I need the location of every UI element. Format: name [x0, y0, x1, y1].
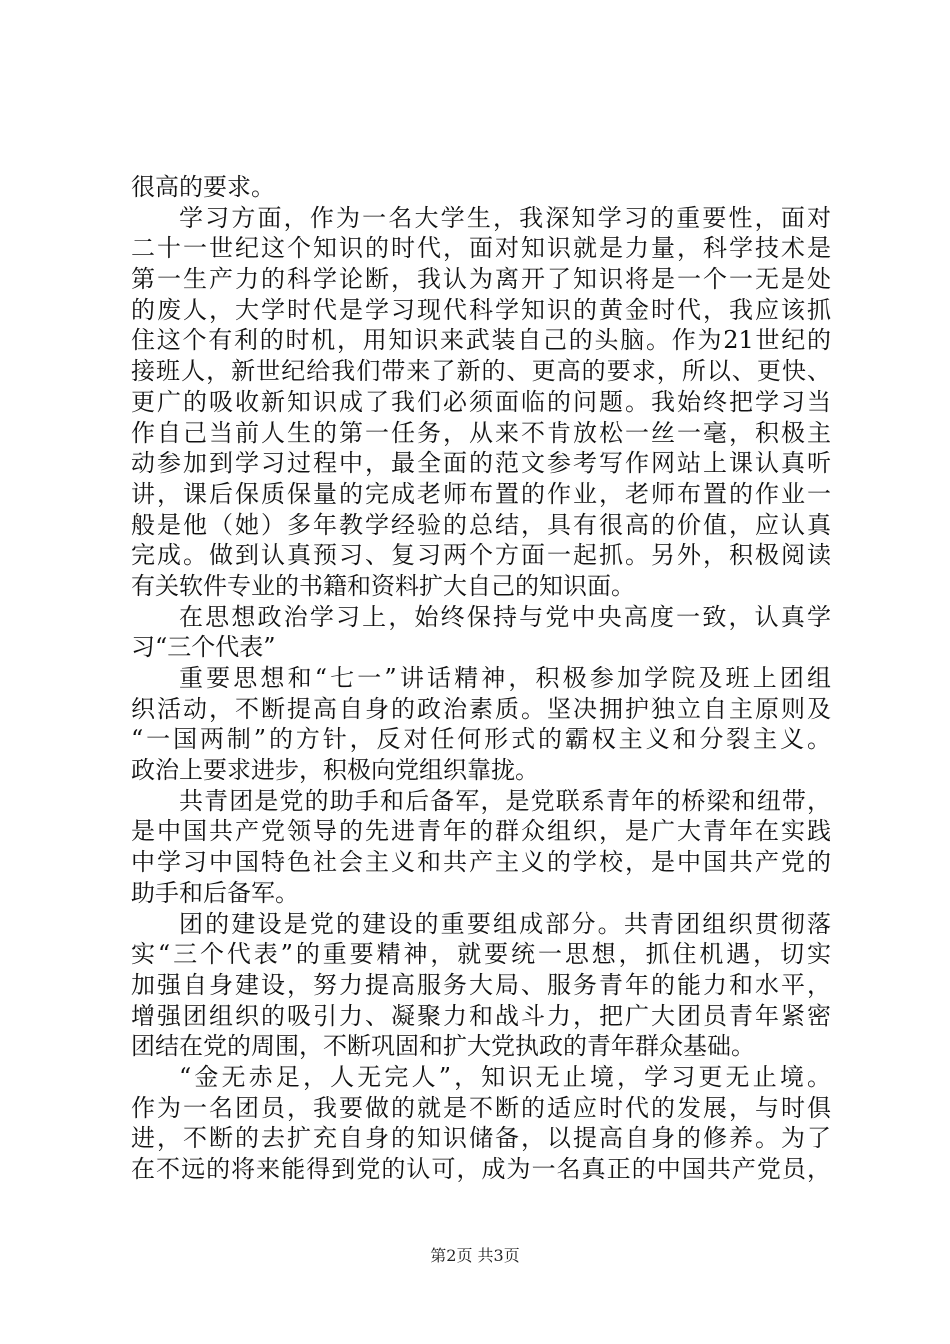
text-line: 接班人，新世纪给我们带来了新的、更高的要求，所以、更快、 [131, 357, 831, 386]
text-line: “一国两制”的方针，反对任何形式的霸权主义和分裂主义。 [131, 725, 831, 754]
page-footer: 第2页 共3页 [430, 1246, 520, 1265]
text-line: 的废人，大学时代是学习现代科学知识的黄金时代，我应该抓 [131, 295, 831, 324]
text-line: 二十一世纪这个知识的时代，面对知识就是力量，科学技术是 [131, 234, 831, 263]
text-line: 织活动，不断提高自身的政治素质。坚决拥护独立自主原则及 [131, 694, 831, 723]
text-line: 实“三个代表”的重要精神，就要统一思想，抓住机遇，切实 [131, 940, 831, 969]
text-line: 重要思想和“七一”讲话精神，积极参加学院及班上团组 [179, 664, 831, 692]
text-line: 团结在党的周围，不断巩固和扩大党执政的青年群众基础。 [131, 1032, 755, 1061]
text-line: 般是他（她）多年教学经验的总结，具有很高的价值，应认真 [131, 510, 831, 539]
text-line: 动参加到学习过程中，最全面的范文参考写作网站上课认真听 [131, 449, 831, 478]
text-line: 更广的吸收新知识成了我们必须面临的问题。我始终把学习当 [131, 387, 831, 416]
text-line: 住这个有利的时机，用知识来武装自己的头脑。作为21世纪的 [131, 326, 831, 355]
text-line: 增强团组织的吸引力、凝聚力和战斗力，把广大团员青年紧密 [131, 1001, 831, 1030]
text-line: 在思想政治学习上，始终保持与党中央高度一致，认真学 [179, 602, 831, 631]
text-line: 学习方面，作为一名大学生，我深知学习的重要性，面对 [179, 203, 831, 232]
text-line: 很高的要求。 [131, 173, 275, 201]
text-line: 习“三个代表” [131, 633, 276, 662]
text-line: 讲，课后保质保量的完成老师布置的作业，老师布置的作业一 [131, 479, 831, 508]
text-line: 政治上要求进步，积极向党组织靠拢。 [131, 756, 539, 785]
text-line: 有关软件专业的书籍和资料扩大自己的知识面。 [131, 571, 635, 600]
document-body [131, 172, 831, 1185]
text-line: 作自己当前人生的第一任务，从来不肯放松一丝一毫，积极主 [131, 418, 831, 447]
text-line: 第一生产力的科学论断，我认为离开了知识将是一个一无是处 [131, 265, 831, 294]
text-line: 团的建设是党的建设的重要组成部分。共青团组织贯彻落 [179, 909, 831, 938]
text-line: “金无赤足，人无完人”，知识无止境，学习更无止境。 [179, 1062, 831, 1091]
text-line: 进，不断的去扩充自身的知识储备，以提高自身的修养。为了 [131, 1124, 831, 1153]
text-line: 中学习中国特色社会主义和共产主义的学校，是中国共产党的 [131, 848, 831, 877]
text-line: 加强自身建设，努力提高服务大局、服务青年的能力和水平， [131, 970, 831, 999]
text-line: 共青团是党的助手和后备军，是党联系青年的桥梁和纽带， [179, 786, 831, 815]
text-line: 在不远的将来能得到党的认可，成为一名真正的中国共产党员， [131, 1155, 831, 1183]
text-line: 助手和后备军。 [131, 878, 299, 907]
text-line: 完成。做到认真预习、复习两个方面一起抓。另外，积极阅读 [131, 541, 831, 570]
text-line: 作为一名团员，我要做的就是不断的适应时代的发展，与时俱 [131, 1093, 831, 1122]
text-line: 是中国共产党领导的先进青年的群众组织，是广大青年在实践 [131, 817, 831, 846]
